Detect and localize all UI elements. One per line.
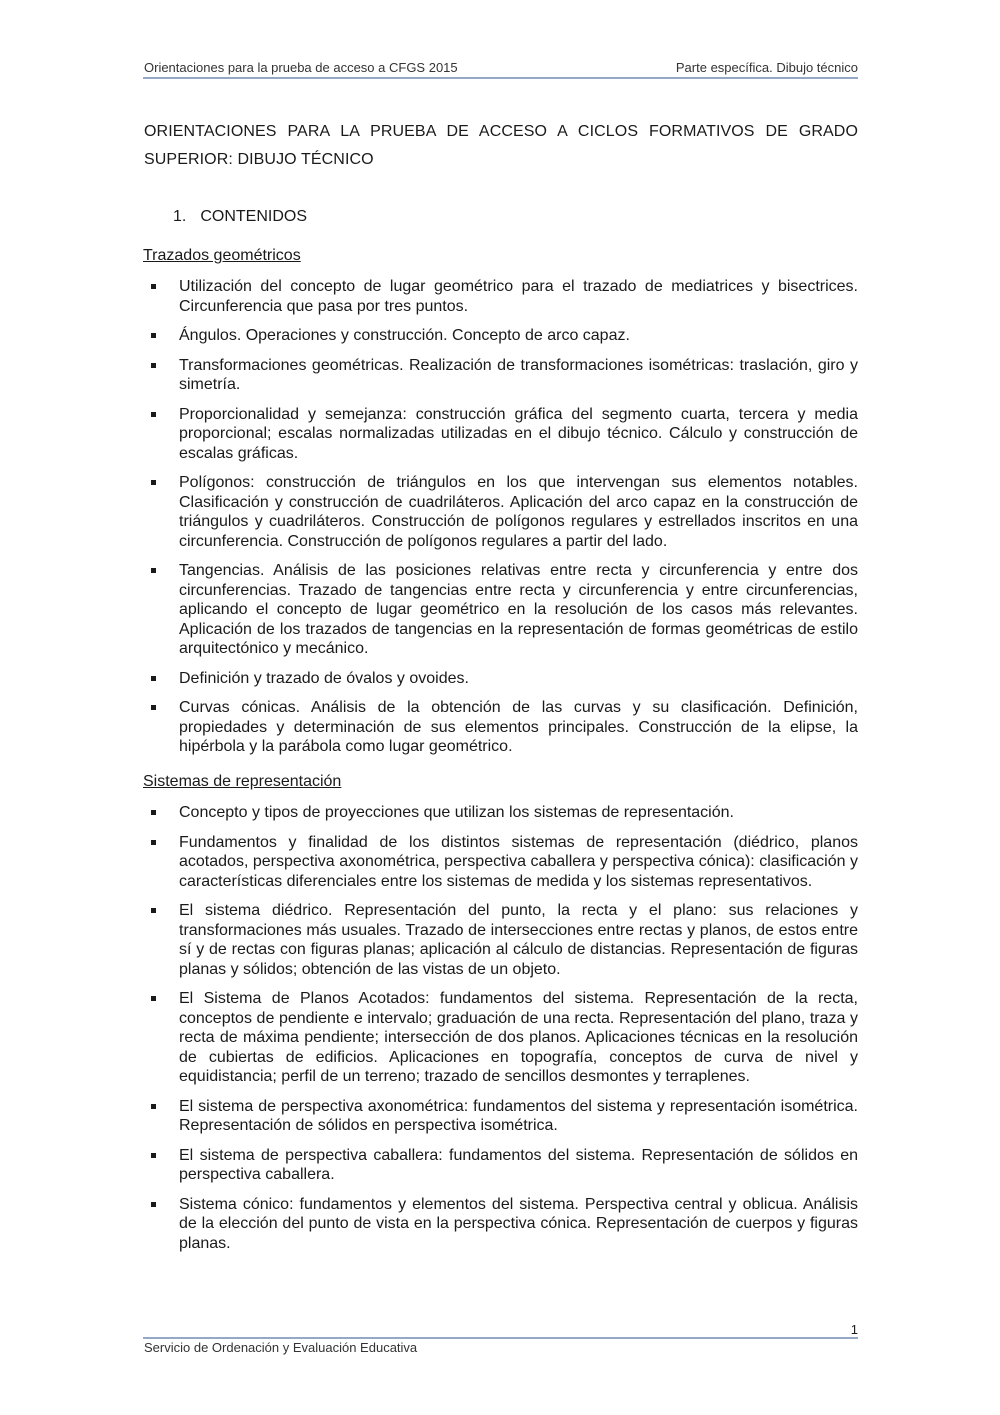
list-item: Polígonos: construcción de triángulos en los que intervengan sus elementos notables. Clasificación y construcción de cuadriláteros. Aplicación del arco capaz en la construcción de triángulos y cuadriláteros. Construcción de polígonos regulares y estrellados inscritos en una circunferencia. Construcción de polígonos regulares a partir del lado. xyxy=(143,473,858,551)
list-item: Concepto y tipos de proyecciones que utilizan los sistemas de representación. xyxy=(143,803,858,823)
list-item: El sistema de perspectiva axonométrica: fundamentos del sistema y representación isométrica. Representación de sólidos en perspectiva isométrica. xyxy=(143,1097,858,1136)
list-item: El sistema diédrico. Representación del punto, la recta y el plano: sus relaciones y transformaciones más usuales. Trazado de intersecciones entre rectas y planos, de estos entre sí y de rectas con figuras planas; aplicación al cálculo de distancias. Representación de figuras planas y sólidos; obtención de las vistas de un objeto. xyxy=(143,901,858,979)
section-number: 1. xyxy=(173,208,187,225)
list-item: Fundamentos y finalidad de los distintos sistemas de representación (diédrico, planos acotados, perspectiva axonométrica, perspectiva caballera y perspectiva cónica): clasificación y características diferenciales entre los sistemas de medida y los sistemas representativos. xyxy=(143,833,858,892)
bullet-icon xyxy=(151,480,156,485)
bullet-icon xyxy=(151,1153,156,1158)
section-label: CONTENIDOS xyxy=(200,208,308,225)
section-heading xyxy=(173,208,307,226)
bullet-icon xyxy=(151,412,156,417)
page-number: 1 xyxy=(850,1322,858,1337)
subsection-heading-trazados: Trazados geométricos xyxy=(143,247,301,264)
bullet-icon xyxy=(151,996,156,1001)
list-item: Ángulos. Operaciones y construcción. Concepto de arco capaz. xyxy=(143,326,858,346)
bullet-icon xyxy=(151,705,156,710)
document-title: ORIENTACIONES PARA LA PRUEBA DE ACCESO A CICLOS FORMATIVOS DE GRADO SUPERIOR: DIBUJO TÉCNICO xyxy=(144,123,858,168)
bullet-icon xyxy=(151,363,156,368)
bullet-icon xyxy=(151,676,156,681)
list-item: Definición y trazado de óvalos y ovoides. xyxy=(143,669,858,689)
bullet-icon xyxy=(151,1104,156,1109)
bullet-icon xyxy=(151,840,156,845)
bullet-icon xyxy=(151,1202,156,1207)
list-item: Tangencias. Análisis de las posiciones relativas entre recta y circunferencia y entre dos circunferencias. Trazado de tangencias entre recta y circunferencia y entre circunferencias, aplicando el concepto de lugar geométrico en la resolución de los casos más relevantes. Aplicación de los trazados de tangencias en la representación de formas geométricas de estilo arquitectónico y mecánico. xyxy=(143,561,858,659)
subsection-heading-sistemas: Sistemas de representación xyxy=(143,773,342,790)
list-item: Utilización del concepto de lugar geométrico para el trazado de mediatrices y bisectrices. Circunferencia que pasa por tres puntos. xyxy=(143,277,858,316)
trazados-list xyxy=(143,277,858,767)
bullet-icon xyxy=(151,284,156,289)
list-item: Transformaciones geométricas. Realización de transformaciones isométricas: traslación, giro y simetría. xyxy=(143,356,858,395)
bullet-icon xyxy=(151,568,156,573)
page-header xyxy=(143,59,858,79)
footer-divider xyxy=(143,1337,858,1339)
header-left-text: Orientaciones para la prueba de acceso a CFGS 2015 xyxy=(144,60,458,75)
list-item: Sistema cónico: fundamentos y elementos del sistema. Perspectiva central y oblicua. Análisis de la elección del punto de vista en la perspectiva cónica. Representación de cuerpos y figuras planas. xyxy=(143,1195,858,1254)
sistemas-list xyxy=(143,803,858,1263)
bullet-icon xyxy=(151,810,156,815)
list-item: Curvas cónicas. Análisis de la obtención de las curvas y su clasificación. Definición, propiedades y determinación de sus elementos principales. Construcción de la elipse, la hipérbola y la parábola como lugar geométrico. xyxy=(143,698,858,757)
header-right-text: Parte específica. Dibujo técnico xyxy=(675,60,858,75)
bullet-icon xyxy=(151,908,156,913)
footer-text: Servicio de Ordenación y Evaluación Educativa xyxy=(144,1340,418,1355)
list-item: Proporcionalidad y semejanza: construcción gráfica del segmento cuarta, tercera y media proporcional; escalas normalizadas utilizadas en el dibujo técnico. Cálculo y construcción de escalas gráficas. xyxy=(143,405,858,464)
list-item: El sistema de perspectiva caballera: fundamentos del sistema. Representación de sólidos en perspectiva caballera. xyxy=(143,1146,858,1185)
bullet-icon xyxy=(151,333,156,338)
list-item: El Sistema de Planos Acotados: fundamentos del sistema. Representación de la recta, conceptos de pendiente e intervalo; graduación de una recta. Representación del plano, traza y recta de máxima pendiente; intersección de dos planos. Aplicaciones técnicas en la resolución de cubiertas de edificios. Aplicaciones en topografía, conceptos de curva de nivel y equidistancia; perfil de un terreno; trazado de sencillos desmontes y terraplenes. xyxy=(143,989,858,1087)
